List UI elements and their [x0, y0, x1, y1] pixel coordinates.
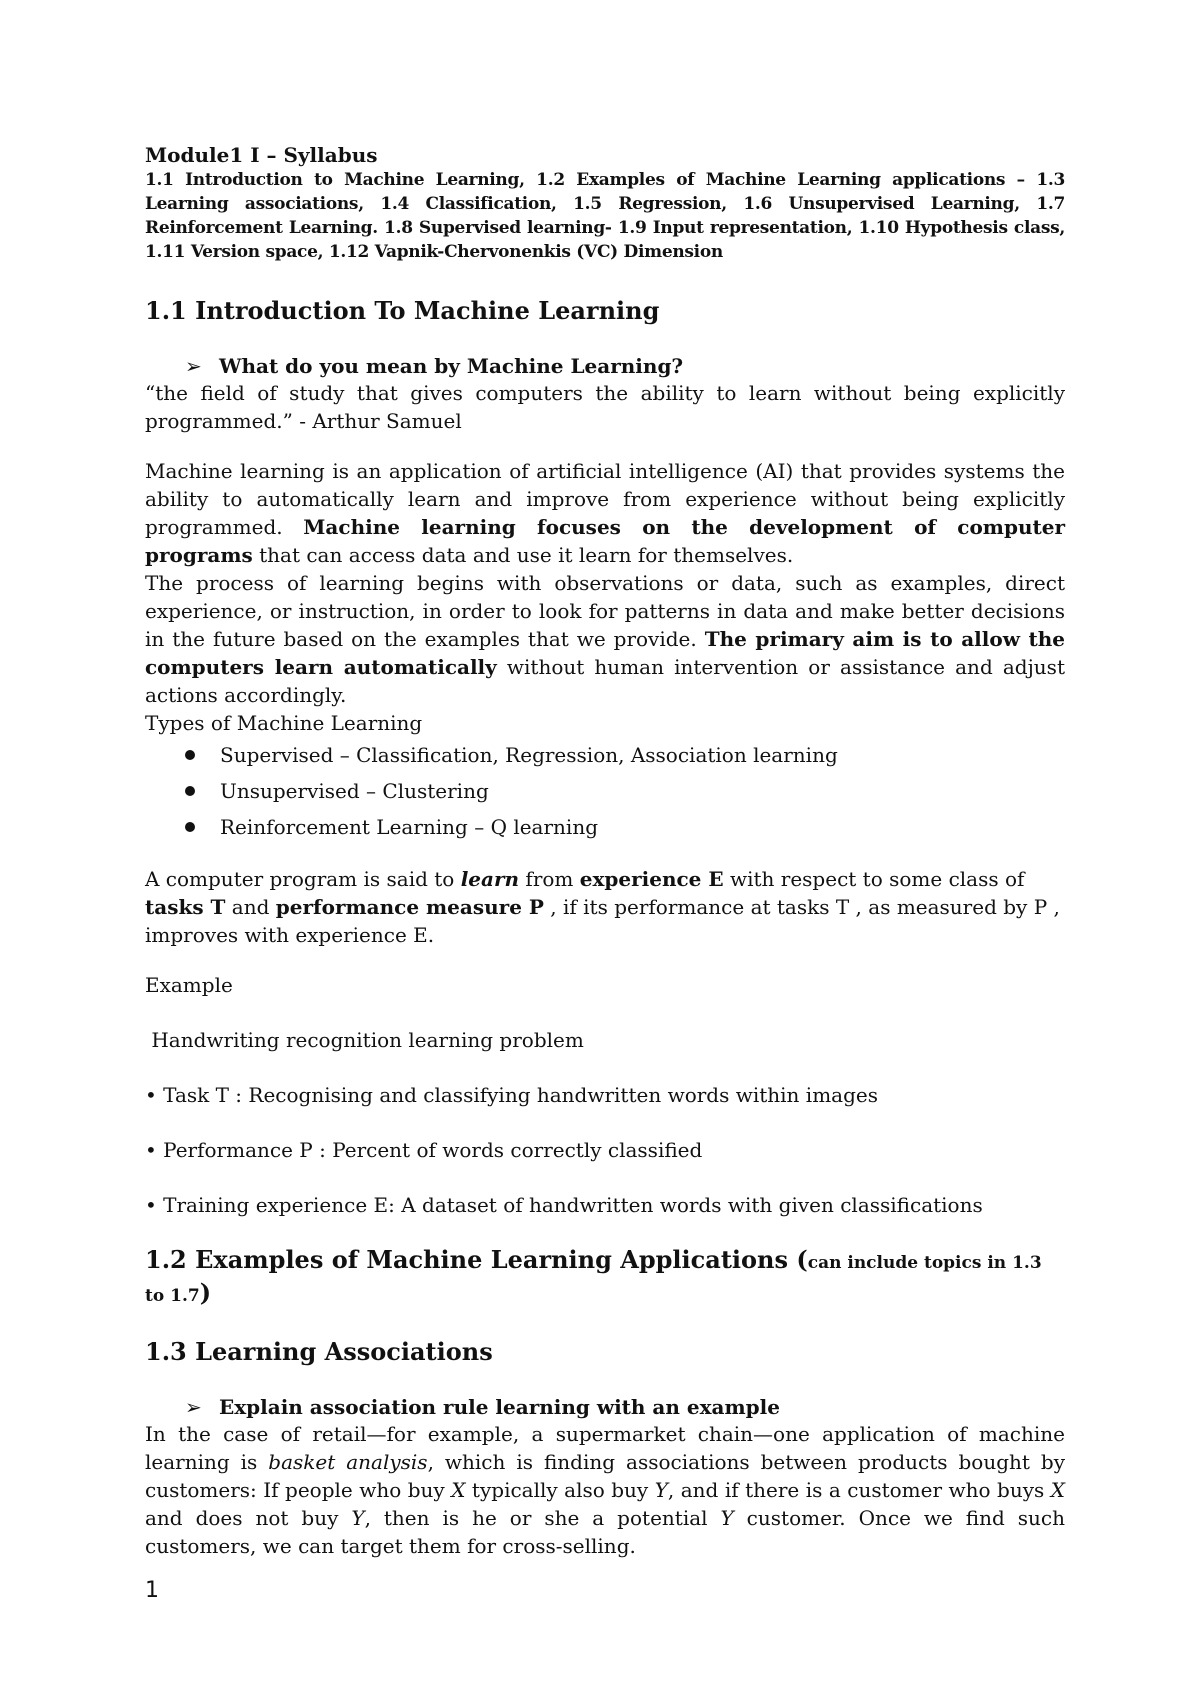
example-item-experience: • Training experience E: A dataset of handwritten words with given classifications: [145, 1193, 983, 1217]
example-item-task: • Task T : Recognising and classifying handwritten words within images: [145, 1083, 878, 1107]
example-item-performance: • Performance P : Percent of words correctly classified: [145, 1138, 703, 1162]
question-association-rule: [145, 1394, 1065, 1420]
paragraph-text: A computer program is said to: [145, 867, 461, 891]
list-item-text: Supervised – Classification, Regression, Association learning: [220, 743, 838, 767]
page-number: 1: [145, 1578, 159, 1603]
term-learn: learn: [460, 867, 520, 891]
paragraph-text: The process of learning begins with observations or data, such as examples, direct experience, or instruction, in order to look for patterns in data and make better decisions in the future based on the examples that we provide.: [145, 571, 1065, 651]
list-item: [145, 737, 1065, 773]
example-label: Example: [145, 973, 233, 997]
formal-definition-paragraph: [145, 865, 1065, 949]
term-performance: performance measure P: [275, 895, 544, 919]
paragraph-text: customer. Once we find such customers, we can target them for cross-selling.: [145, 1506, 1066, 1558]
paragraph-emphasis: Machine learning focuses on the development of computer programs: [145, 515, 1065, 567]
paragraph-text: Machine learning is an application of artificial intelligence (AI) that provides systems the ability to automatically learn and improve from experience without being explicitly programmed.: [145, 459, 1065, 539]
variable-y: Y: [654, 1478, 668, 1502]
paragraph-text: , which is finding associations between products bought by customers: If people who buy: [145, 1450, 1066, 1502]
paragraph-text: typically also buy: [465, 1478, 655, 1502]
list-item: [145, 809, 1065, 845]
basket-analysis-paragraph: [145, 1420, 1065, 1560]
paragraph-text: from: [519, 867, 580, 891]
bullet-icon: [185, 822, 195, 832]
types-label: Types of Machine Learning: [145, 711, 423, 735]
heading-text: 1.2 Examples of Machine Learning Applications (: [145, 1245, 808, 1274]
list-item-text: Reinforcement Learning – Q learning: [220, 815, 598, 839]
section-heading-1-2: [145, 1245, 1065, 1311]
example-title: Handwriting recognition learning problem: [145, 1028, 584, 1052]
section-heading-1-3: 1.3 Learning Associations: [145, 1337, 493, 1366]
paragraph-text: In the case of retail—for example, a supermarket chain—one application of machine learning is: [145, 1422, 1065, 1474]
variable-x: X: [1050, 1478, 1065, 1502]
samuel-quote: “the field of study that gives computers the ability to learn without being explicitly programmed.” - Arthur Samuel: [145, 381, 1065, 433]
paragraph-text: , if its performance at tasks T , as measured by P , improves with experience E.: [145, 895, 1060, 947]
paragraph-text: and does not buy: [145, 1506, 352, 1530]
variable-y: Y: [351, 1506, 365, 1530]
syllabus-topics: 1.1 Introduction to Machine Learning, 1.2 Examples of Machine Learning applications – 1.3 Learning associations, 1.4 Classification, 1.5 Regression, 1.6 Unsupervised Learning, 1.7 Reinforcement Learning. 1.8 Supervised learning- 1.9 Input representation, 1.10 Hypothesis class, 1.11 Version space, 1.12 Vapnik-Chervonenkis (VC) Dimension: [145, 170, 1065, 262]
bullet-icon: [185, 750, 195, 760]
paragraph-text: , and if there is a customer who buys: [667, 1478, 1051, 1502]
bullet-icon: [185, 786, 195, 796]
paragraph-text: with respect to some class of: [723, 867, 1025, 891]
variable-x: X: [451, 1478, 466, 1502]
heading-text: ): [199, 1278, 212, 1307]
heading-note: can include topics in 1.3 to 1.7: [145, 1253, 1042, 1306]
ml-definition-paragraph: [145, 457, 1065, 569]
question-what-is-ml: [145, 353, 1065, 379]
paragraph-text: that can access data and use it learn for themselves.: [252, 543, 794, 567]
paragraph-text: , then is he or she a potential: [364, 1506, 721, 1530]
learning-process-paragraph: [145, 569, 1065, 709]
paragraph-text: without human intervention or assistance and adjust actions accordingly.: [145, 655, 1065, 707]
paragraph-text: and: [225, 895, 276, 919]
arrow-bullet-icon: ➢: [185, 1395, 202, 1419]
term-tasks: tasks T: [145, 895, 226, 919]
list-item-text: Unsupervised – Clustering: [220, 779, 489, 803]
paragraph-emphasis: The primary aim is to allow the computers learn automatically: [145, 627, 1065, 679]
variable-y: Y: [720, 1506, 734, 1530]
list-item: [145, 773, 1065, 809]
term-experience: experience E: [579, 867, 724, 891]
arrow-bullet-icon: ➢: [185, 354, 202, 378]
section-heading-1-1: 1.1 Introduction To Machine Learning: [145, 296, 660, 325]
types-list: [145, 737, 1065, 845]
question-text: Explain association rule learning with an example: [219, 1395, 780, 1419]
question-text: What do you mean by Machine Learning?: [219, 354, 684, 378]
module-title: Module1 I – Syllabus: [145, 143, 378, 167]
term-basket-analysis: basket analysis: [268, 1450, 428, 1474]
page-content: [145, 142, 1065, 1560]
